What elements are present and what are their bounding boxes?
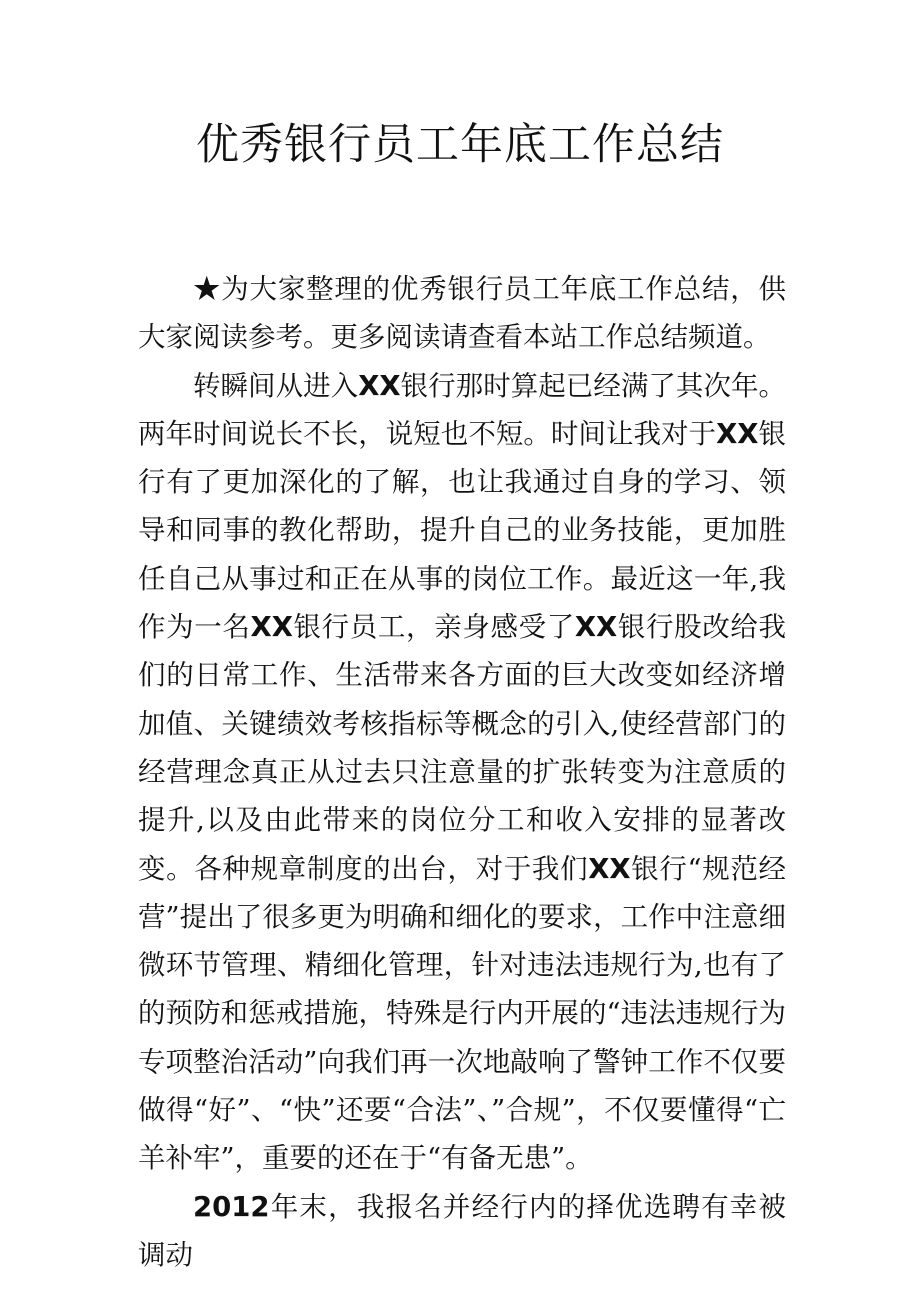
paragraph-2012 xyxy=(138,1183,786,1280)
text-segment-bold: XX xyxy=(250,611,293,644)
text-segment: 银行有了更加深化的了解，也让我通过自身的学习、领导和同事的教化帮助，提升自己的业务技能，更加胜任自己从事过和正在从事的岗位工作。最近这一年,我作为一名 xyxy=(138,417,787,644)
text-segment: 年末，我报名并经行内的择优选聘有幸被调动 xyxy=(138,1190,786,1271)
paragraph-intro xyxy=(138,265,786,362)
text-segment: 银行“规范经营”提出了很多更为明确和细化的要求，工作中注意细微环节管理、精细化管理，针对违法违规行为,也有了的预防和惩戒措施，特殊是行内开展的“违法违规行为专项整治活动”向我们再一次地敲响了警钟工作不仅要做得“好”、“快”还要“合法”、”合规”，不仅要懂得“亡羊补牢”，重要的还在于“有备无患”。 xyxy=(138,852,786,1175)
text-segment-bold: XX xyxy=(574,611,618,644)
text-segment: 银行那时算起已经满了其次年。两年时间说长不长，说短也不短。时间让我对于 xyxy=(138,369,787,450)
text-segment-bold: XX xyxy=(358,369,401,402)
text-segment-bold: XX xyxy=(588,852,631,885)
text-segment: ★为大家整理的优秀银行员工年底工作总结，供大家阅读参考。更多阅读请查看本站工作总结频道。 xyxy=(138,273,786,354)
text-segment: 转瞬间从进入 xyxy=(193,369,359,402)
text-segment: 银行员工，亲身感受了 xyxy=(292,611,575,644)
document-body xyxy=(138,265,786,1279)
text-segment-bold: 2012 xyxy=(193,1190,270,1223)
document-title: 优秀银行员工年底工作总结 xyxy=(196,120,724,170)
text-segment: 银行股改给我们的日常工作、生活带来各方面的巨大改变如经济增加值、关键绩效考核指标等概念的引入,使经营部门的经营理念真正从过去只注意量的扩张转变为注意质的提升,以及由此带来的岗位分工和收入安排的显著改变。各种规章制度的出台，对于我们 xyxy=(138,611,787,885)
paragraph-main xyxy=(138,362,786,1183)
text-segment-bold: XX xyxy=(716,417,759,450)
